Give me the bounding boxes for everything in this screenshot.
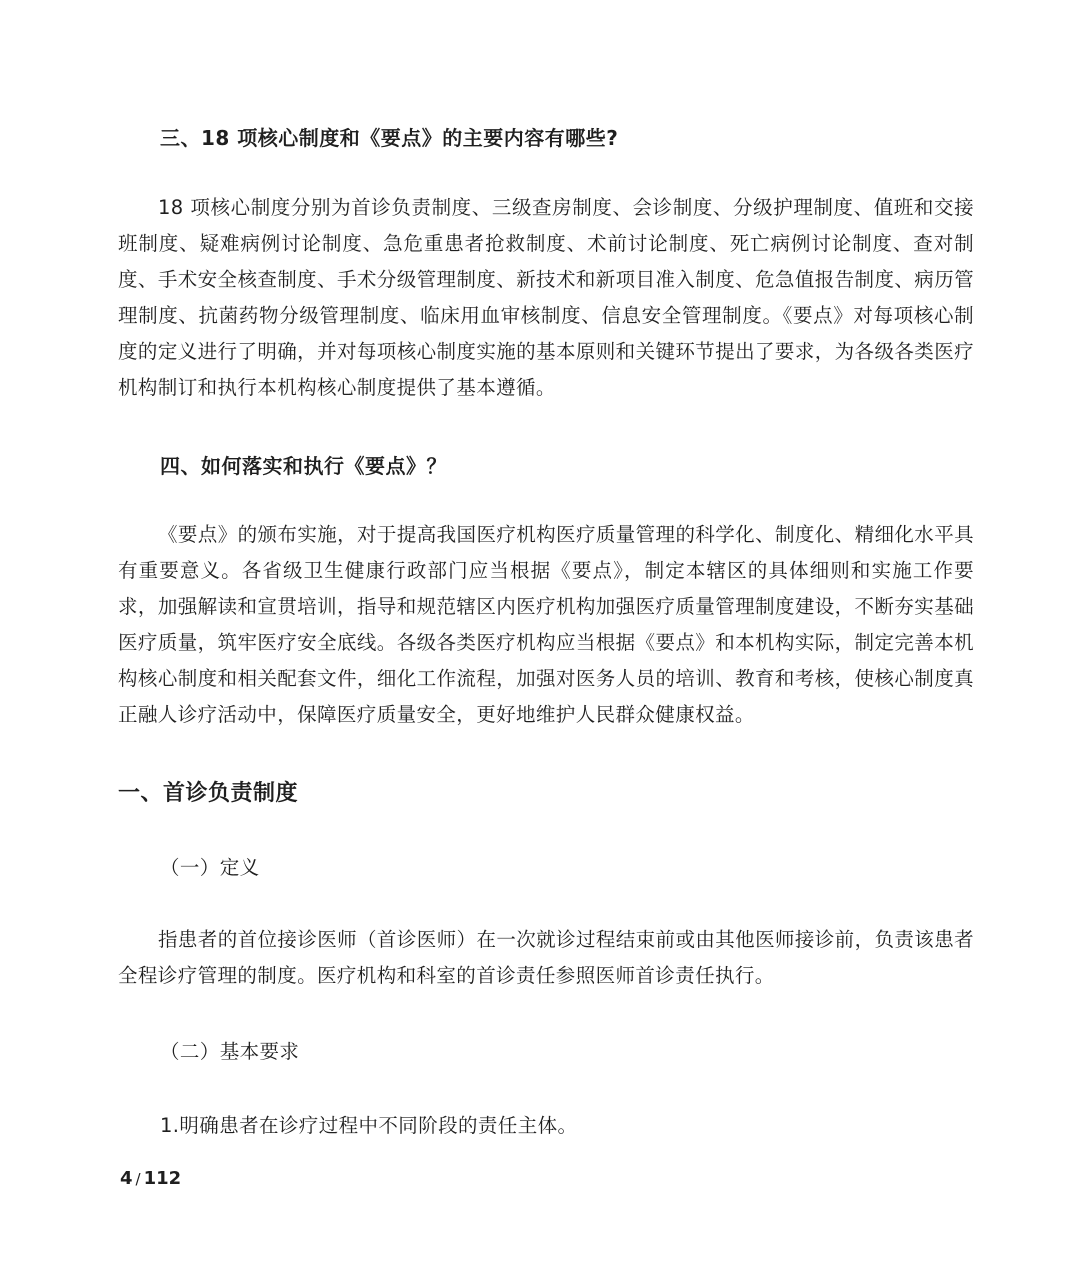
current-page: 4	[120, 1168, 133, 1189]
definition-paragraph: 指患者的首位接诊医师（首诊医师）在一次就诊过程结束前或由其他医师接诊前，负责该患者全程诊疗管理的制度。医疗机构和科室的首诊责任参照医师首诊责任执行。	[118, 928, 974, 987]
basic-requirements-subheading: （二）基本要求	[160, 1040, 300, 1063]
page-separator: /	[135, 1170, 141, 1188]
section-3-paragraph: 18 项核心制度分别为首诊负责制度、三级查房制度、会诊制度、分级护理制度、值班和交接班制度、疑难病例讨论制度、急危重患者抢救制度、术前讨论制度、死亡病例讨论制度、查对制度、手术安全核查制度、手术分级管理制度、新技术和新项目准入制度、危急值报告制度、病历管理制度、抗菌药物分级管理制度、临床用血审核制度、信息安全管理制度。《要点》对每项核心制度的定义进行了明确，并对每项核心制度实施的基本原则和关键环节提出了要求，为各级各类医疗机构制订和执行本机构核心制度提供了基本遵循。	[118, 196, 974, 399]
section-3-heading: 三、18 项核心制度和《要点》的主要内容有哪些?	[160, 126, 619, 150]
definition-subheading: （一）定义	[160, 856, 260, 879]
total-pages: 112	[143, 1168, 182, 1189]
section-4-paragraph: 《要点》的颁布实施，对于提高我国医疗机构医疗质量管理的科学化、制度化、精细化水平具有重要意义。各省级卫生健康行政部门应当根据《要点》，制定本辖区的具体细则和实施工作要求，加强解读和宣贯培训，指导和规范辖区内医疗机构加强医疗质量管理制度建设，不断夯实基础医疗质量，筑牢医疗安全底线。各级各类医疗机构应当根据《要点》和本机构实际，制定完善本机构核心制度和相关配套文件，细化工作流程，加强对医务人员的培训、教育和考核，使核心制度真正融人诊疗活动中，保障医疗质量安全，更好地维护人民群众健康权益。	[118, 523, 974, 726]
section-4-heading: 四、如何落实和执行《要点》？	[160, 454, 447, 478]
requirement-item-1: 1.明确患者在诊疗过程中不同阶段的责任主体。	[160, 1114, 578, 1137]
part-1-heading: 一、首诊负责制度	[118, 781, 299, 806]
page-number	[120, 1168, 181, 1189]
